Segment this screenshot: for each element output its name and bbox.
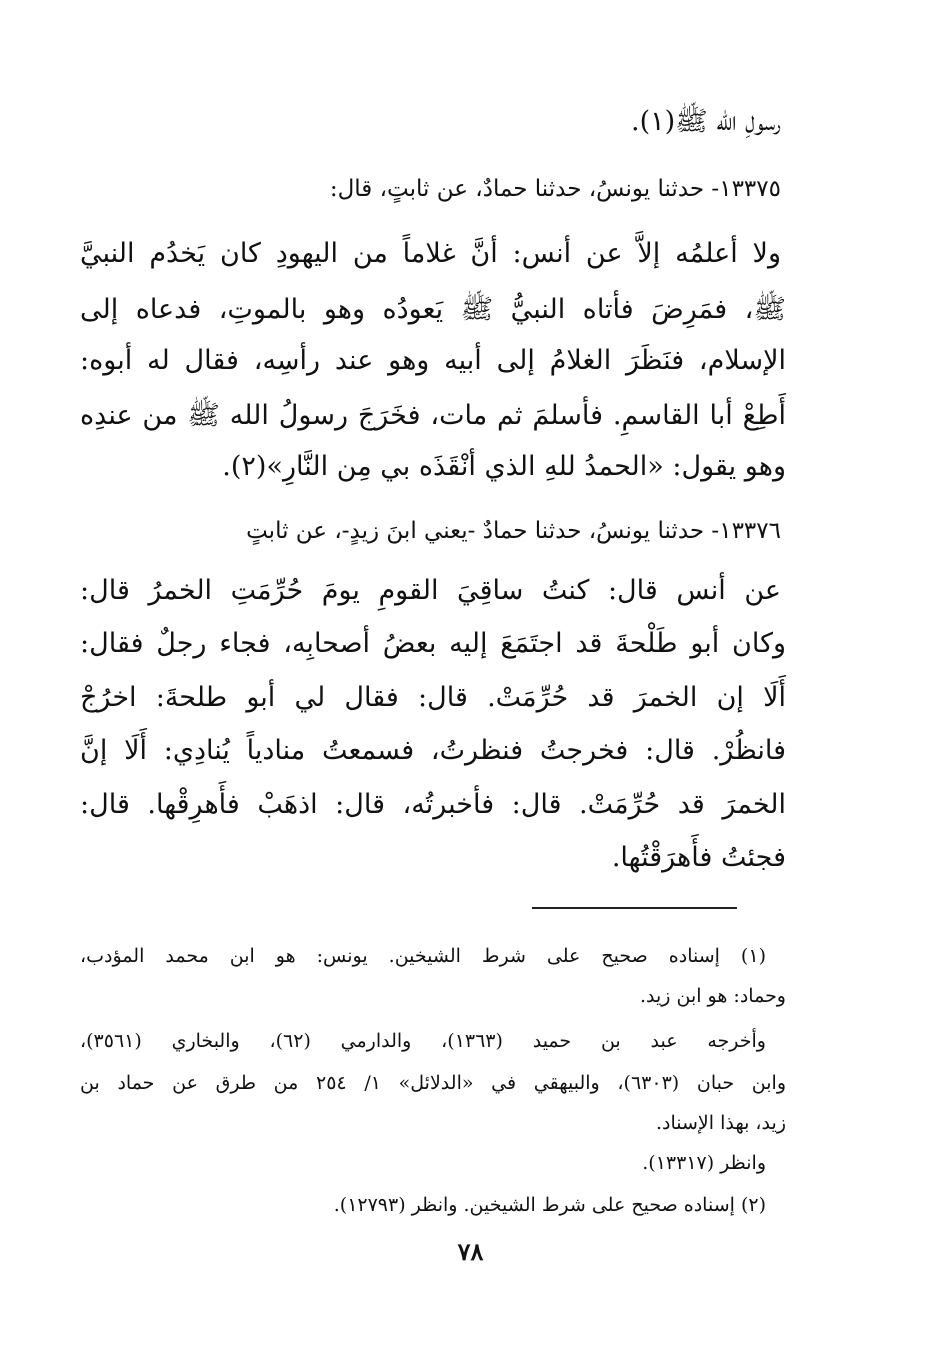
text-line: وكان أبو طَلْحةَ قد اجتَمَعَ إليه بعضُ أصحابِه، فجاء رجلٌ فقال:: [80, 628, 786, 659]
footnote-line: (١) إسناده صحيح على شرط الشيخين. يونس: هو ابن محمد المؤدب،: [80, 945, 766, 967]
page-number: ٧٨: [457, 1237, 484, 1266]
text-line: وهو يقول: «الحمدُ للهِ الذي أنْقَذَه بي مِن النَّارِ»(٢).: [222, 451, 786, 482]
footnote-line: وابن حبان (٦٣٠٣)، والبيهقي في «الدلائل» ١/ ٢٥٤ من طرق عن حماد بن: [80, 1072, 787, 1094]
text-line: أَلَا إن الخمرَ قد حُرِّمَتْ. قال: فقال لي أبو طلحةَ: اخرُجْ: [80, 682, 786, 713]
text-line: الإسلام، فنَظَرَ الغلامُ إلى أبيه وهو عند رأسِه، فقال له أبوه:: [80, 345, 786, 376]
text-line: رسولِ الله ﷺ(١).: [631, 106, 781, 137]
text-line: ﷺ، فمَرِضَ فأتاه النبيُّ ﷺ يَعودُه وهو بالموتِ، فدعاه إلى: [80, 294, 786, 325]
text-line: عن أنس قال: كنتُ ساقِيَ القومِ يومَ حُرِّمَتِ الخمرُ قال:: [80, 575, 781, 606]
footnote-line: وأخرجه عبد بن حميد (١٣٦٣)، والدارمي (٦٢)، والبخاري (٣٥٦١)،: [80, 1030, 766, 1052]
footnote-line: زيد، بهذا الإسناد.: [655, 1112, 786, 1134]
hadith-chain-line: ١٣٣٧٦- حدثنا يونسُ، حدثنا حمادٌ -يعني ابنَ زيدٍ-، عن ثابتٍ: [246, 518, 781, 544]
hadith-chain-line: ١٣٣٧٥- حدثنا يونسُ، حدثنا حمادٌ، عن ثابتٍ، قال:: [329, 176, 781, 202]
text-line: فانظُرْ. قال: فخرجتُ فنظرتُ، فسمعتُ منادياً يُنادِي: أَلَا إنَّ: [80, 735, 786, 766]
text-line: الخمرَ قد حُرِّمَتْ. قال: فأخبرتُه، قال: اذهَبْ فأَهرِقْها. قال:: [80, 789, 786, 820]
text-line: أَطِعْ أبا القاسمِ. فأسلمَ ثم مات، فخَرَجَ رسولُ الله ﷺ من عندِه: [80, 400, 786, 431]
text-line: فجئتُ فأَهرَقْتُها.: [611, 842, 786, 873]
text-line: ولا أعلمُه إلاَّ عن أنس: أنَّ غلاماً من اليهودِ كان يَخدُم النبيَّ: [80, 238, 781, 269]
footnote-line: وحماد: هو ابن زيد.: [639, 985, 786, 1007]
footnote-line: وانظر (١٣٣١٧).: [642, 1152, 766, 1174]
footnote-line: (٢) إسناده صحيح على شرط الشيخين. وانظر (١٢٧٩٣).: [333, 1194, 766, 1216]
footnote-divider: [532, 907, 737, 909]
